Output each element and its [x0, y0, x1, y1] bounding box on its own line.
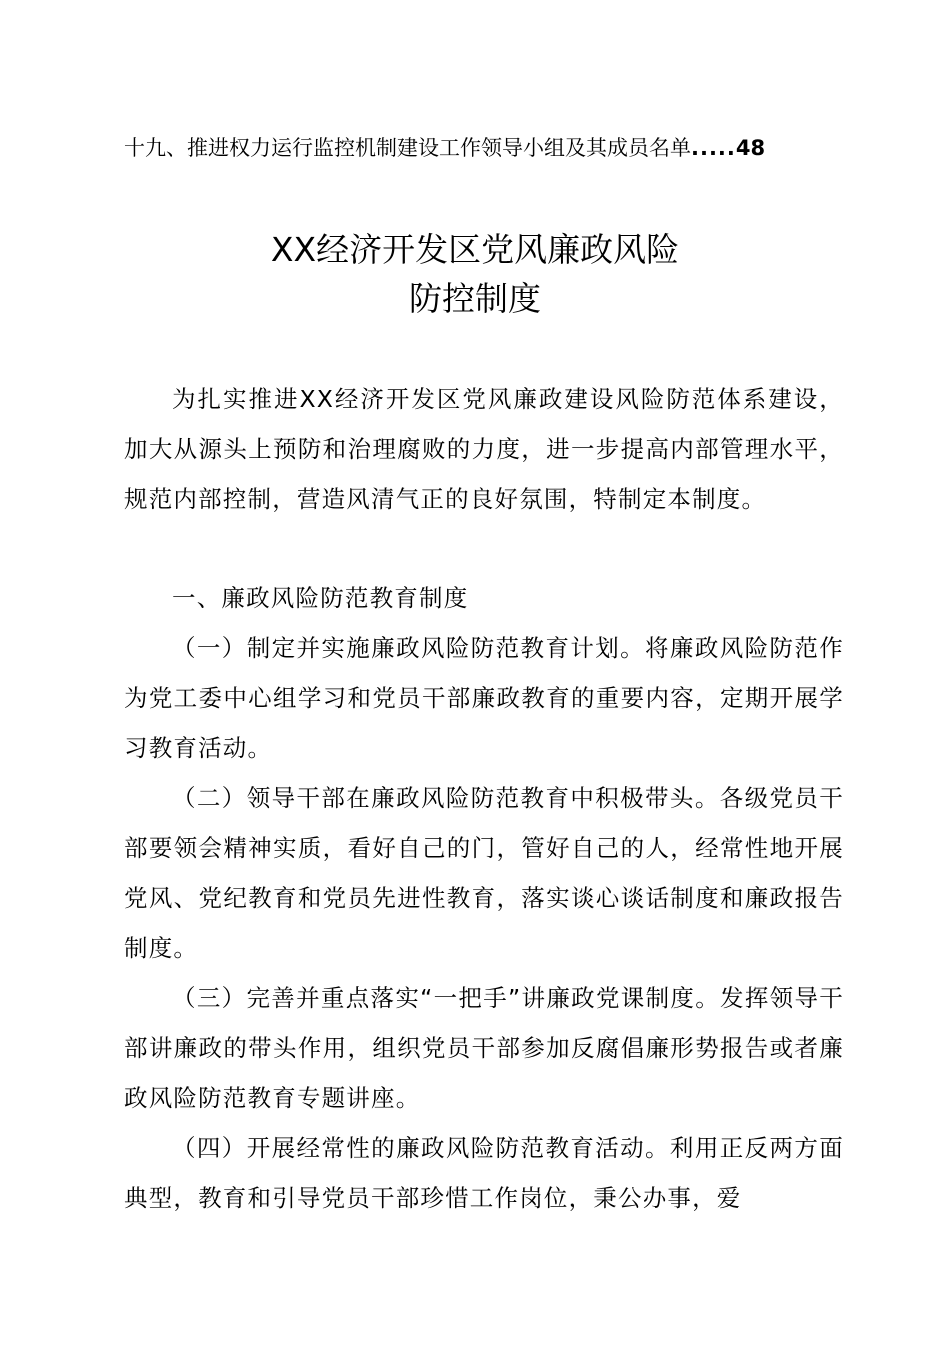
toc-leader-dots: ..... [691, 136, 736, 160]
section-item-2: （二）领导干部在廉政风险防范教育中积极带头。各级党员干部要领会精神实质，看好自己的门，管好自己的人，经常性地开展党风、党纪教育和党员先进性教育，落实谈心谈话制度和廉政报告制度。 [124, 784, 844, 962]
section-item-1: （一）制定并实施廉政风险防范教育计划。将廉政风险防范作为党工委中心组学习和党员干部廉政教育的重要内容，定期开展学习教育活动。 [124, 634, 844, 762]
toc-entry[interactable] [124, 134, 765, 162]
toc-page-number: 48 [735, 136, 766, 160]
document-title-line-1: XX经济开发区党风廉政风险 [270, 230, 680, 269]
toc-entry-title: 十九、推进权力运行监控机制建设工作领导小组及其成员名单 [124, 136, 691, 160]
document-title-line-2: 防控制度 [409, 279, 541, 318]
section-heading: 一、廉政风险防范教育制度 [172, 584, 469, 612]
intro-paragraph: 为扎实推进XX经济开发区党风廉政建设风险防范体系建设，加大从源头上预防和治理腐败的力度，进一步提高内部管理水平，规范内部控制，营造风清气正的良好氛围，特制定本制度。 [124, 385, 844, 513]
section-item-4: （四）开展经常性的廉政风险防范教育活动。利用正反两方面典型，教育和引导党员干部珍惜工作岗位，秉公办事，爱 [124, 1134, 844, 1212]
section-item-3: （三）完善并重点落实“一把手”讲廉政党课制度。发挥领导干部讲廉政的带头作用，组织党员干部参加反腐倡廉形势报告或者廉政风险防范教育专题讲座。 [124, 984, 844, 1112]
